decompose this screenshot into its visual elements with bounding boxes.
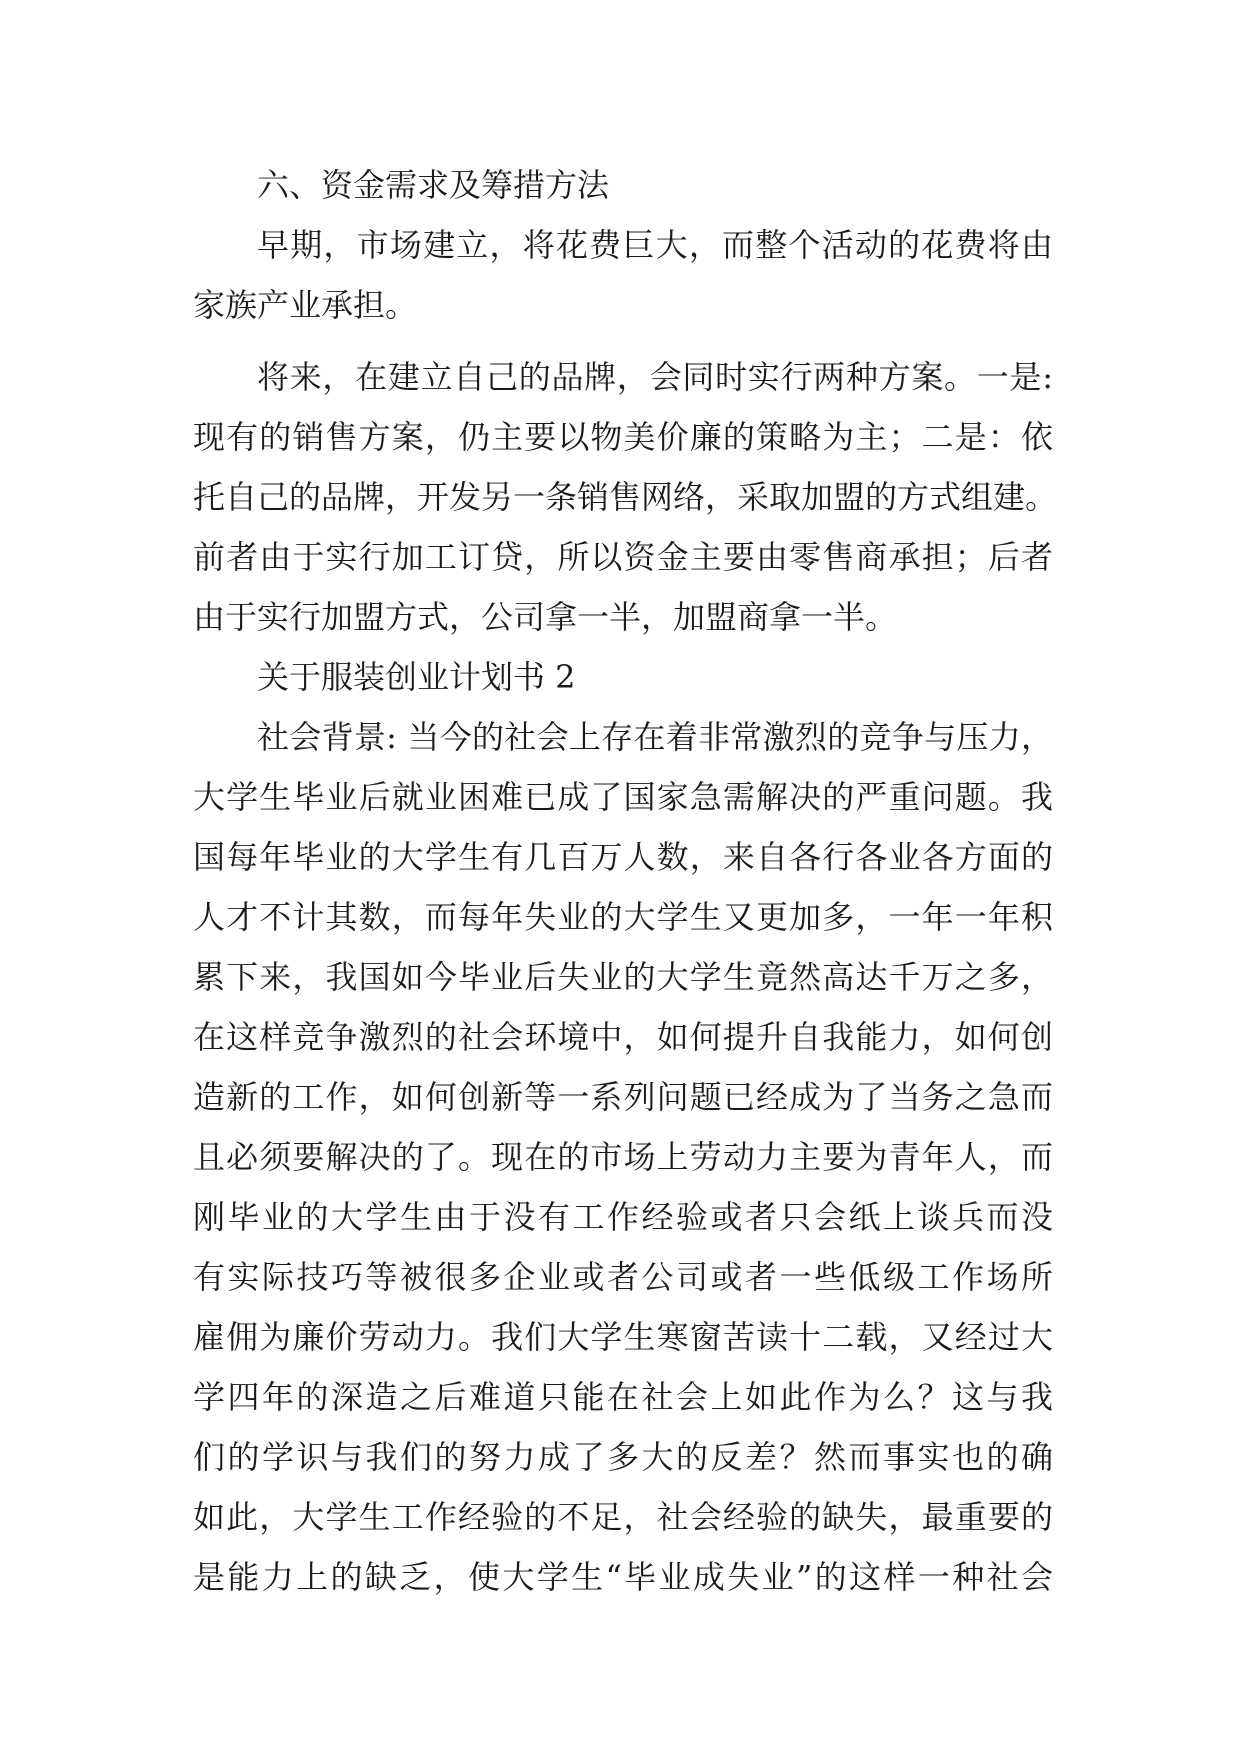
text-line: 前者由于实行加工订贷，所以资金主要由零售商承担；后者 bbox=[193, 538, 1053, 576]
text-line: 家族产业承担。 bbox=[193, 286, 418, 324]
text-line: 早期，市场建立，将花费巨大，而整个活动的花费将由 bbox=[257, 226, 1053, 264]
text-line: 且必须要解决的了。现在的市场上劳动力主要为青年人，而 bbox=[193, 1138, 1053, 1176]
text-line: 大学生毕业后就业困难已成了国家急需解决的严重问题。我 bbox=[193, 778, 1053, 816]
text-line: 雇佣为廉价劳动力。我们大学生寒窗苦读十二载，又经过大 bbox=[193, 1318, 1053, 1356]
text-line: 人才不计其数，而每年失业的大学生又更加多，一年一年积 bbox=[193, 898, 1053, 936]
text-line: 现有的销售方案，仍主要以物美价廉的策略为主；二是：依 bbox=[193, 418, 1053, 456]
text-line: 托自己的品牌，开发另一条销售网络，采取加盟的方式组建。 bbox=[193, 478, 1058, 516]
text-line: 学四年的深造之后难道只能在社会上如此作为么？这与我 bbox=[193, 1378, 1053, 1416]
text-line: 刚毕业的大学生由于没有工作经验或者只会纸上谈兵而没 bbox=[193, 1198, 1053, 1236]
section-heading-plan-2: 关于服装创业计划书 2 bbox=[257, 658, 576, 696]
text-line: 由于实行加盟方式，公司拿一半，加盟商拿一半。 bbox=[193, 598, 898, 636]
text-line: 累下来，我国如今毕业后失业的大学生竟然高达千万之多， bbox=[193, 958, 1053, 996]
text-line: 造新的工作，如何创新等一系列问题已经成为了当务之急而 bbox=[193, 1078, 1053, 1116]
text-line: 们的学识与我们的努力成了多大的反差？然而事实也的确 bbox=[193, 1438, 1053, 1476]
text-line: 有实际技巧等被很多企业或者公司或者一些低级工作场所 bbox=[193, 1258, 1053, 1296]
text-line: 社会背景: 当今的社会上存在着非常激烈的竞争与压力， bbox=[257, 718, 1053, 756]
text-line: 是能力上的缺乏，使大学生“毕业成失业”的这样一种社会 bbox=[193, 1558, 1053, 1596]
text-line: 在这样竞争激烈的社会环境中，如何提升自我能力，如何创 bbox=[193, 1018, 1053, 1056]
section-heading-funding: 六、资金需求及筹措方法 bbox=[257, 166, 610, 204]
text-line: 将来，在建立自己的品牌，会同时实行两种方案。一是: bbox=[257, 358, 1053, 396]
text-line: 如此，大学生工作经验的不足，社会经验的缺失，最重要的 bbox=[193, 1498, 1053, 1536]
text-line: 国每年毕业的大学生有几百万人数，来自各行各业各方面的 bbox=[193, 838, 1053, 876]
